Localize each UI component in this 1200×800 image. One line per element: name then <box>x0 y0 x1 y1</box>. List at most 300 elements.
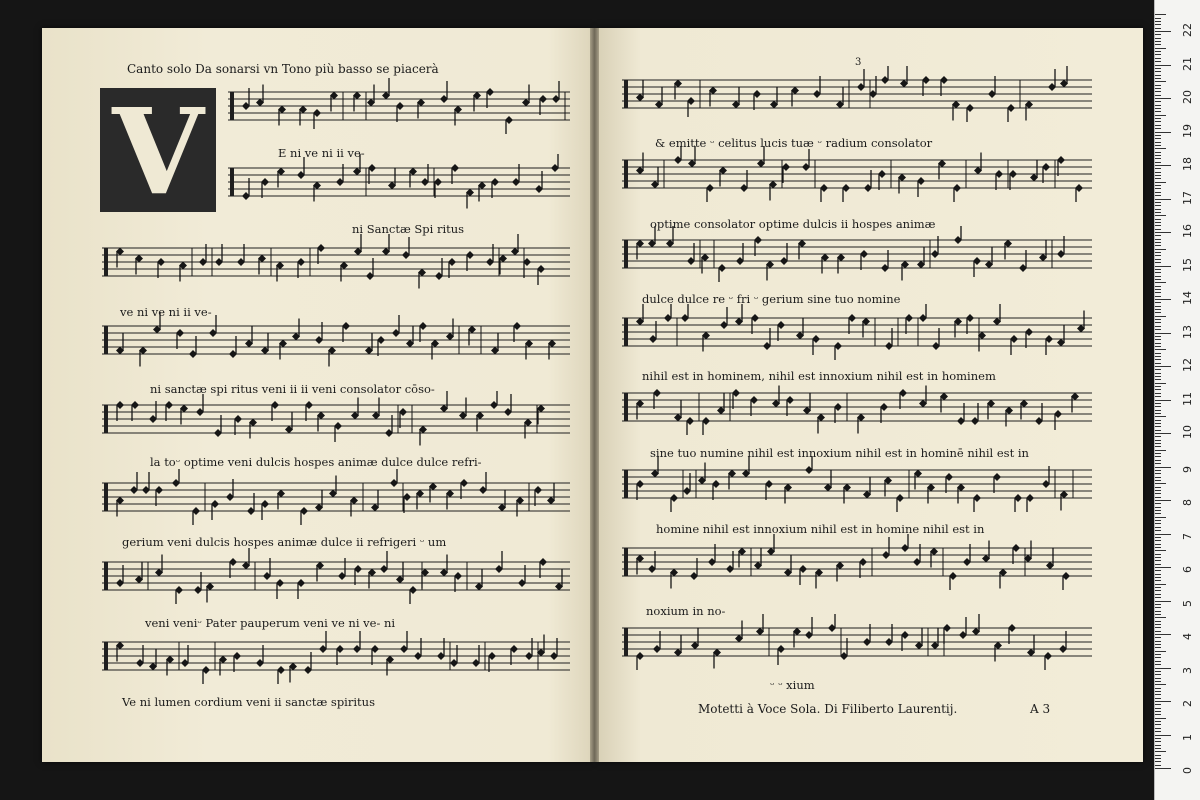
music-note <box>799 565 807 585</box>
music-note <box>165 401 173 421</box>
music-staff <box>102 391 570 447</box>
music-note <box>674 635 682 657</box>
lyric-line: ve ni ve ni ii ve- <box>120 305 212 319</box>
music-note <box>261 333 269 355</box>
music-staff <box>622 66 1092 122</box>
music-note <box>820 184 828 202</box>
music-note <box>211 500 219 520</box>
music-note <box>1030 160 1038 182</box>
music-note <box>419 322 427 342</box>
lyric-line: Ve ni lumen cordium veni ii sanctæ spiritus <box>122 695 375 709</box>
music-note <box>972 614 980 636</box>
music-note <box>451 164 459 184</box>
music-note <box>1057 156 1065 176</box>
ruler-label: 1 <box>1181 733 1194 741</box>
music-note <box>636 80 644 102</box>
music-note <box>219 656 227 676</box>
book-gutter <box>590 28 599 762</box>
music-note <box>537 405 545 425</box>
music-note <box>354 565 362 585</box>
music-note <box>732 389 740 409</box>
music-note <box>1077 311 1085 333</box>
music-note <box>927 484 935 504</box>
clef-mark <box>624 470 628 498</box>
music-note <box>292 319 300 341</box>
clef-mark <box>230 92 234 120</box>
music-note <box>229 558 237 578</box>
clef-mark <box>104 483 108 511</box>
measuring-ruler <box>1154 0 1200 800</box>
lyric-line: sine tuo numine nihil est innoxium nihil est in hominē nihil est in <box>650 446 1029 460</box>
music-note <box>116 333 124 355</box>
music-note <box>297 579 305 599</box>
music-note <box>491 333 499 355</box>
clef-mark <box>104 642 108 670</box>
clef-mark <box>104 405 108 433</box>
music-note <box>139 347 147 367</box>
music-note <box>863 477 871 499</box>
music-note <box>454 106 462 126</box>
music-note <box>1042 466 1055 498</box>
music-note <box>636 240 644 260</box>
music-note <box>313 109 321 129</box>
music-note <box>917 177 925 197</box>
music-note <box>938 160 946 180</box>
music-note <box>1012 544 1025 576</box>
music-note <box>687 80 700 117</box>
music-note <box>385 405 398 437</box>
music-note <box>843 484 851 504</box>
music-note <box>475 569 483 591</box>
music-note <box>1062 572 1070 590</box>
music-note <box>277 490 285 510</box>
music-note <box>429 483 437 503</box>
music-note <box>993 304 1001 326</box>
music-note <box>313 182 321 202</box>
music-note <box>885 318 898 350</box>
music-note <box>336 645 344 665</box>
music-note <box>289 663 297 683</box>
music-note <box>419 426 427 446</box>
music-note <box>878 160 891 190</box>
music-note <box>754 548 762 570</box>
ruler-label: 18 <box>1181 157 1194 171</box>
music-note <box>884 477 892 497</box>
music-note <box>898 174 906 194</box>
music-note <box>256 85 264 107</box>
music-note <box>396 562 404 584</box>
music-note <box>954 318 962 338</box>
music-note <box>261 178 269 198</box>
clef-mark <box>230 168 234 196</box>
music-note <box>522 85 530 107</box>
music-note <box>1008 624 1016 644</box>
music-note <box>300 507 308 525</box>
ruler-label: 8 <box>1181 499 1194 506</box>
music-note <box>305 401 313 421</box>
music-note <box>1005 407 1013 427</box>
music-note <box>842 184 850 202</box>
music-note <box>901 631 909 651</box>
clef-mark <box>624 80 628 108</box>
music-staff <box>102 234 570 290</box>
music-note <box>505 116 513 134</box>
music-staff <box>622 614 1092 670</box>
music-note <box>753 90 761 110</box>
music-note <box>328 347 336 367</box>
music-note <box>466 251 474 271</box>
music-note <box>954 226 962 244</box>
clef-mark <box>104 248 108 276</box>
music-note <box>860 250 868 270</box>
music-note <box>116 401 124 421</box>
music-note <box>460 479 468 499</box>
music-note <box>329 476 337 498</box>
music-note <box>372 398 380 420</box>
lyric-line: dulce dulce re ᵕ fri ᵕ gerium sine tuo nomine <box>642 292 901 306</box>
music-note <box>973 257 981 277</box>
music-note <box>1044 652 1052 670</box>
ruler-label: 10 <box>1181 425 1194 439</box>
music-note <box>1046 548 1054 570</box>
music-note <box>525 340 533 360</box>
music-note <box>1009 170 1017 190</box>
music-note <box>459 398 467 420</box>
music-note <box>796 318 804 340</box>
music-note <box>440 555 448 577</box>
music-note <box>135 255 143 275</box>
music-note <box>116 248 124 268</box>
music-note <box>709 87 717 107</box>
lyric-line: optime consolator optime dulcis ii hospes animæ <box>650 217 936 231</box>
lyric-line: & emitte ᵕ celitus lucis tuæ ᵕ radium consolator <box>655 136 933 150</box>
music-note <box>1025 328 1033 348</box>
music-note <box>317 244 325 264</box>
music-note <box>728 470 736 490</box>
music-note <box>277 168 285 188</box>
music-note <box>735 304 743 326</box>
music-note <box>973 494 981 512</box>
music-note <box>943 624 951 644</box>
music-note <box>249 419 257 439</box>
music-note <box>945 473 953 493</box>
music-note <box>824 470 832 492</box>
music-note <box>952 101 960 121</box>
music-note <box>881 66 889 84</box>
music-note <box>901 261 909 281</box>
music-note <box>539 95 547 115</box>
music-note <box>914 470 922 490</box>
music-note <box>175 586 183 604</box>
music-staff <box>102 469 570 525</box>
music-staff <box>102 312 570 368</box>
ruler-label: 0 <box>1181 767 1194 774</box>
music-note <box>702 332 710 352</box>
music-note <box>1060 66 1068 88</box>
music-note <box>698 463 706 485</box>
music-note <box>848 314 856 334</box>
music-note <box>978 332 986 352</box>
music-note <box>1045 335 1053 355</box>
ruler-label: 4 <box>1181 633 1194 640</box>
music-note <box>279 340 287 360</box>
music-note <box>754 236 762 256</box>
lyric-line: nihil est in hominem, nihil est innoxium nihil est in hominem <box>642 369 996 383</box>
music-note <box>421 569 429 589</box>
music-note <box>922 76 930 96</box>
music-note <box>155 555 163 577</box>
lyric-line: gerium veni dulcis hospes animæ dulce ii refrigeri ᵕ um <box>122 535 447 549</box>
ruler-label: 3 <box>1181 666 1194 674</box>
ruler-label: 16 <box>1181 224 1194 238</box>
initial-letter: V <box>112 82 204 221</box>
music-note <box>149 649 157 671</box>
music-note <box>317 412 325 432</box>
music-note <box>299 106 307 126</box>
music-note <box>777 321 785 341</box>
music-note <box>940 393 948 413</box>
music-note <box>995 160 1008 190</box>
clef-mark <box>624 240 628 268</box>
music-note <box>403 493 411 513</box>
music-note <box>417 99 425 119</box>
music-note <box>712 480 720 500</box>
music-note <box>316 562 324 582</box>
music-note <box>793 628 801 648</box>
music-note <box>1025 101 1033 121</box>
ruler-label: 22 <box>1181 23 1194 37</box>
music-staff <box>622 534 1092 590</box>
music-note <box>821 254 829 274</box>
music-note <box>277 666 285 684</box>
music-note <box>539 558 547 578</box>
clef-mark <box>104 562 108 590</box>
decorated-initial <box>100 82 216 221</box>
music-note <box>371 490 379 512</box>
lyric-line: E ni ve ni ii ve- <box>278 146 365 160</box>
music-note <box>949 572 957 590</box>
music-note <box>636 480 644 500</box>
music-note <box>834 342 842 360</box>
music-note <box>552 81 565 120</box>
ruler-label: 14 <box>1181 291 1194 305</box>
music-note <box>837 254 845 274</box>
music-note <box>817 414 825 434</box>
lyric-line: ni sanctæ spi ritus veni ii ii veni consolator cōso- <box>150 382 435 396</box>
music-note <box>409 168 417 188</box>
music-note <box>636 555 644 575</box>
music-staff <box>622 146 1092 202</box>
music-note <box>777 645 785 665</box>
music-note <box>523 258 531 278</box>
music-note <box>993 473 1001 493</box>
music-note <box>1071 393 1079 413</box>
music-note <box>987 400 995 420</box>
music-note <box>342 322 350 342</box>
ruler-label: 17 <box>1181 190 1194 205</box>
music-note <box>466 189 474 209</box>
music-note <box>116 642 124 662</box>
music-note <box>454 562 467 592</box>
music-note <box>116 497 124 517</box>
music-staff <box>102 548 570 604</box>
music-note <box>499 255 507 275</box>
music-note <box>386 656 394 676</box>
music-staff <box>228 78 570 134</box>
music-note <box>418 269 426 289</box>
music-note <box>670 569 678 589</box>
music-note <box>297 248 310 278</box>
music-note <box>815 569 823 589</box>
music-note <box>1004 240 1012 260</box>
music-note <box>766 261 774 281</box>
ruler-label: 19 <box>1181 123 1194 138</box>
music-note <box>486 88 494 108</box>
music-note <box>488 652 496 672</box>
music-note <box>473 92 481 112</box>
clef-mark <box>624 393 628 421</box>
music-note <box>491 178 499 198</box>
ruler-label: 9 <box>1181 465 1194 473</box>
music-note <box>367 85 375 107</box>
music-note <box>315 490 323 512</box>
ruler-label: 20 <box>1181 90 1194 104</box>
music-note <box>899 389 907 409</box>
music-note <box>905 314 918 346</box>
clef-mark <box>624 160 628 188</box>
music-note <box>702 417 710 435</box>
music-note <box>371 645 379 665</box>
music-note <box>551 154 559 172</box>
music-note <box>206 583 214 603</box>
music-note <box>476 412 484 432</box>
music-note <box>396 102 404 122</box>
music-note <box>798 240 806 260</box>
music-note <box>772 386 780 408</box>
music-note <box>732 87 740 109</box>
music-note <box>446 319 459 355</box>
music-note <box>278 106 286 126</box>
music-note <box>382 234 390 256</box>
ruler-label: 11 <box>1181 391 1194 406</box>
music-note <box>782 163 790 183</box>
lyric-line: homine nihil est innoxium nihil est in homine nihil est in <box>656 522 985 536</box>
music-note <box>431 340 439 360</box>
music-note <box>750 396 758 416</box>
music-note <box>836 562 844 582</box>
music-note <box>1054 410 1062 430</box>
music-note <box>999 569 1007 589</box>
clef-mark <box>624 318 628 346</box>
music-note <box>157 258 165 278</box>
page-footer: Motetti à Voce Sola. Di Filiberto Laurentij. <box>698 702 958 716</box>
music-staff <box>622 456 1092 512</box>
music-staff <box>622 304 1092 360</box>
music-note <box>155 486 163 506</box>
signature-mark: A 3 <box>1030 702 1051 716</box>
music-note <box>982 541 990 563</box>
ruler-label: 7 <box>1181 532 1194 540</box>
music-note <box>1057 325 1065 347</box>
music-note <box>547 483 555 505</box>
lyric-line: veni veniᵕ Pater pauperum veni ve ni ve- ni <box>145 616 396 630</box>
lyric-line: ᵕ ᵕ xium <box>770 678 815 692</box>
music-note <box>770 87 778 109</box>
music-note <box>985 247 993 269</box>
music-note <box>416 490 424 510</box>
music-note <box>765 480 773 500</box>
music-note <box>406 326 414 348</box>
music-note <box>719 167 727 187</box>
music-note <box>802 149 815 188</box>
music-note <box>448 258 456 278</box>
music-note <box>1075 184 1083 202</box>
music-note <box>382 78 390 100</box>
music-note <box>434 178 442 198</box>
music-note <box>199 244 212 276</box>
music-note <box>857 69 870 108</box>
music-note <box>919 304 927 322</box>
music-note <box>276 262 284 282</box>
music-note <box>691 628 699 650</box>
music-note <box>388 168 396 190</box>
music-note <box>784 484 792 504</box>
music-note <box>261 500 269 520</box>
music-note <box>548 340 556 360</box>
ruler-label: 6 <box>1181 566 1194 573</box>
music-note <box>966 314 979 346</box>
music-note <box>233 652 241 672</box>
music-note <box>1027 635 1035 657</box>
music-note <box>940 76 948 96</box>
music-note <box>994 642 1002 662</box>
music-note <box>919 386 927 408</box>
music-staff <box>622 379 1092 435</box>
music-note <box>674 80 682 100</box>
music-note <box>510 645 518 665</box>
ruler-label: 12 <box>1181 358 1194 372</box>
music-note <box>636 153 644 175</box>
music-note <box>131 401 139 421</box>
music-note <box>812 335 820 355</box>
page-header: Canto solo Da sonarsi vn Tono più basso se piacerà <box>127 62 439 76</box>
music-note <box>767 534 775 556</box>
ruler-label: 15 <box>1181 257 1194 272</box>
music-note <box>751 314 759 334</box>
clef-mark <box>624 628 628 656</box>
ruler-label: 5 <box>1181 599 1194 607</box>
music-note <box>446 490 454 510</box>
music-note <box>901 534 909 552</box>
music-note <box>735 621 743 643</box>
clef-mark <box>624 548 628 576</box>
music-note <box>900 66 908 88</box>
music-note <box>271 401 279 421</box>
music-note <box>1020 400 1028 420</box>
music-note <box>351 398 359 420</box>
music-note <box>636 652 644 670</box>
lyric-line: noxium in no- <box>646 604 726 618</box>
lyric-line: la toᵕ optime veni dulcis hospes animæ dulce dulce refri- <box>150 455 482 469</box>
music-staff <box>622 226 1092 282</box>
music-note <box>653 389 661 409</box>
music-note <box>377 336 385 356</box>
music-note <box>340 262 348 282</box>
music-note <box>859 548 872 578</box>
ruler-label: 13 <box>1181 324 1194 339</box>
page-number: 3 <box>855 57 862 68</box>
music-note <box>655 87 663 109</box>
